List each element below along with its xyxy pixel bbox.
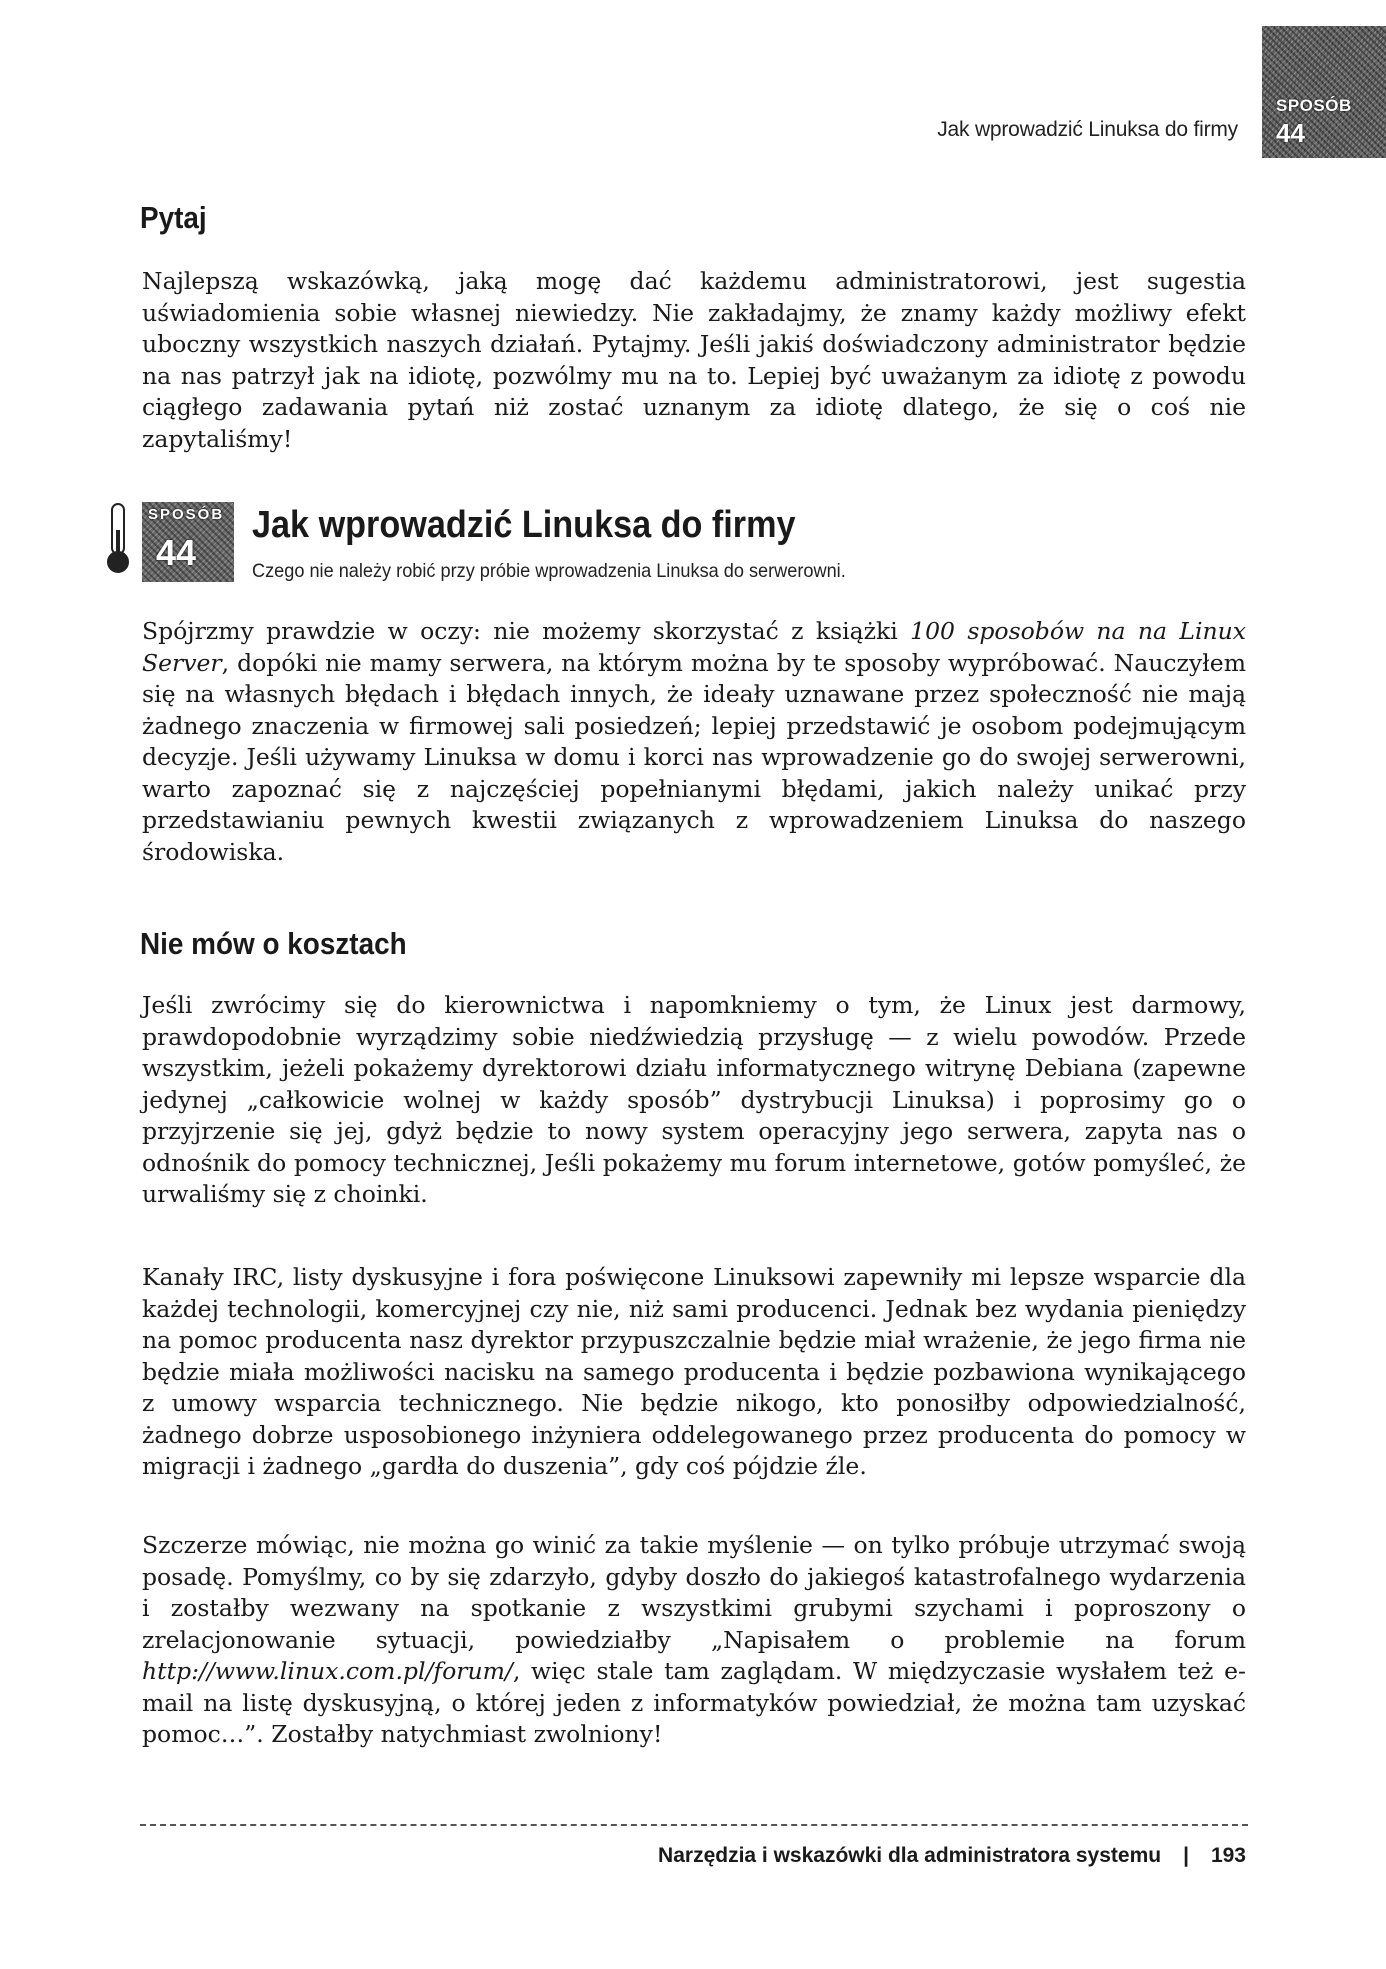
intro-text-before: Spójrzmy prawdzie w oczy: nie możemy skorzystać z książki — [142, 617, 911, 645]
footer-book-title: Narzędzia i wskazówki dla administratora systemu — [658, 1844, 1162, 1867]
paragraph-hack-intro — [142, 616, 1246, 868]
paragraph-costs-3 — [142, 1530, 1246, 1751]
footer-separator: | — [1183, 1844, 1189, 1867]
hack-title: Jak wprowadzić Linuksa do firmy — [252, 504, 796, 546]
footer-rule — [140, 1824, 1248, 1826]
corner-badge-keyword: SPOSÓB — [1276, 96, 1352, 115]
hack-corner-badge — [1262, 26, 1386, 158]
paragraph-ask: Najlepszą wskazówką, jaką mogę dać każdemu administratorowi, jest sugestia uświadomienia sobie własnej niewiedzy. Nie zakładajmy, że znamy każdy możliwy efekt uboczny wszystkich naszych działań. Pytajmy. Jeśli jakiś doświadczony administrator będzie na nas patrzył jak na idiotę, pozwólmy mu na to. Lepiej być uważanym za idiotę z powodu ciągłego zadawania pytań niż zostać uznanym za idiotę dlatego, że się o coś nie zapytaliśmy! — [142, 267, 1246, 453]
hack-subtitle: Czego nie należy robić przy próbie wprowadzenia Linuksa do serwerowni. — [252, 560, 846, 582]
paragraph-costs-2: Kanały IRC, listy dyskusyjne i fora poświęcone Linuksowi zapewniły mi lepsze wsparcie dla każdej technologii, komercyjnej czy nie, niż sami producenci. Jednak bez wydania pieniędzy na pomoc producenta nasz dyrektor przypuszczalnie będzie miał wrażenie, że jego firma nie będzie miała możliwości nacisku na samego producenta i będzie pozbawiona wynikającego z umowy wsparcia technicznego. Nie będzie nikogo, kto ponosiłby odpowiedzialność, żadnego dobrze usposobionego inżyniera oddelegowanego przez producenta do pomocy w migracji i żadnego „gardła do duszenia”, gdy coś pójdzie źle. — [142, 1263, 1246, 1480]
section-heading-costs: Nie mów o kosztach — [140, 926, 407, 961]
paragraph-costs-1: Jeśli zwrócimy się do kierownictwa i napomkniemy o tym, że Linux jest darmowy, prawdopodobnie wyrządzimy sobie niedźwiedzią przysługę — z wielu powodów. Przede wszystkim, jeżeli pokażemy dyrektorowi działu informatycznego witrynę Debiana (zapewne jedynej „całkowicie wolnej w każdy sposób” dystrybucji Linuksa) i poprosimy go o przyjrzenie się jej, gdyż będzie to nowy system operacyjny jego serwera, zapyta nas o odnośnik do pomocy technicznej, Jeśli pokażemy mu forum internetowe, gotów pomyśleć, że urwaliśmy się z choinki. — [142, 991, 1246, 1208]
hack-badge — [142, 502, 234, 582]
p3-text-after: , więc stale tam zaglądam. W międzyczasie wysłałem też e-mail na listę dyskusyjną, o której jeden z informatyków powiedział, że można tam uzyskać pomoc…”. Zostałby natychmiast zwolniony! — [142, 1657, 1246, 1748]
thermometer-icon — [106, 502, 130, 574]
intro-text-after: , dopóki nie mamy serwera, na którym można by te sposoby wypróbować. Nauczyłem się na własnych błędach i błędach innych, że ideały uznawane przez społeczność nie mają żadnego znaczenia w firmowej sali posiedzeń; lepiej przedstawić je osobom podejmującym decyzje. Jeśli używamy Linuksa w domu i korci nas wprowadzenie go do swojej serwerowni, warto zapoznać się z najczęściej popełnianymi błędami, jakich należy unikać przy przedstawianiu pewnych kwestii związanych z wprowadzeniem Linuksa do naszego środowiska. — [142, 648, 1246, 866]
running-header-title: Jak wprowadzić Linuksa do firmy — [937, 118, 1238, 141]
hack-badge-number: 44 — [156, 532, 197, 573]
section-heading-ask: Pytaj — [140, 200, 207, 235]
hack-badge-keyword: SPOSÓB — [148, 506, 225, 523]
page-footer — [658, 1844, 1246, 1868]
forum-url: http://www.linux.com.pl/forum/ — [142, 1657, 513, 1685]
intro-book-title: 100 sposobów na na Linux Server — [142, 617, 1246, 677]
p3-text-before: Szczerze mówiąc, nie można go winić za takie myślenie — on tylko próbuje utrzymać swoją posadę. Pomyślmy, co by się zdarzyło, gdyby doszło do jakiegoś katastrofalnego wydarzenia i zostałby wezwany na spotkanie z wszystkimi grubymi szychami i poproszony o zrelacjonowanie sytuacji, powiedziałby „Napisałem o problemie na forum — [142, 1531, 1246, 1654]
corner-badge-number: 44 — [1276, 118, 1305, 148]
page-number: 193 — [1210, 1844, 1246, 1867]
